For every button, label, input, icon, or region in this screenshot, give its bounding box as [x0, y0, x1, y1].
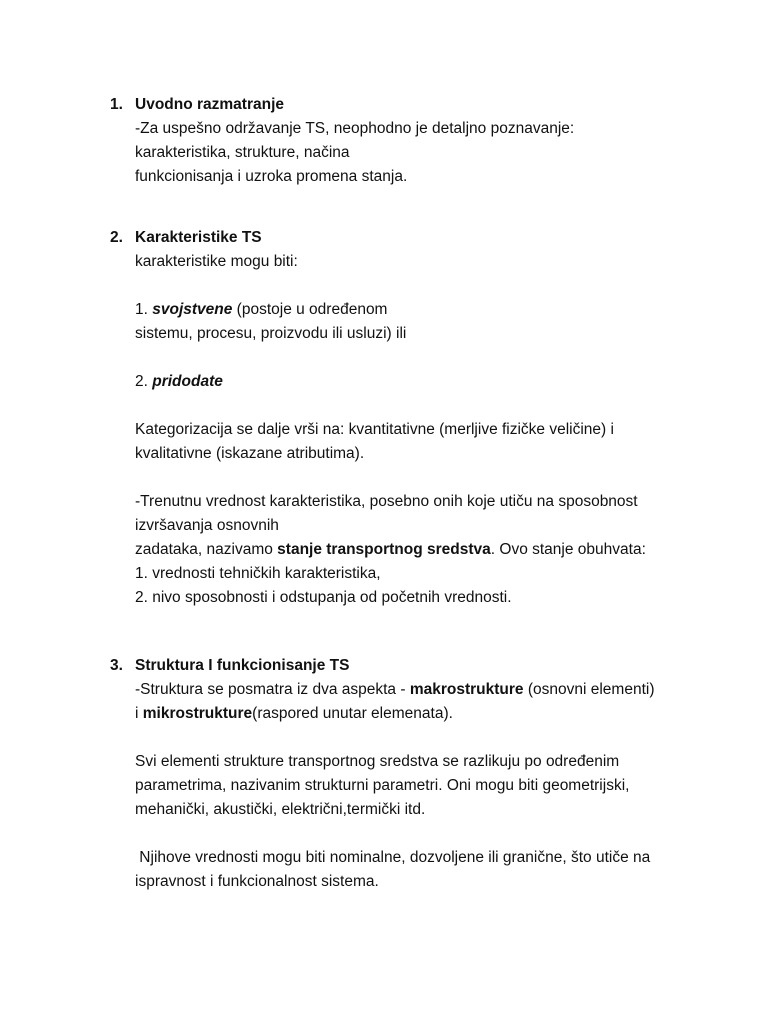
- item-1-term: svojstvene: [152, 301, 233, 318]
- para-2-line-2: parametrima, nazivanim strukturni parametri. Oni mogu biti geometrijski,: [135, 777, 630, 794]
- section-1-heading: [0, 93, 768, 117]
- state-line-3-suffix: . Ovo stanje obuhvata:: [490, 541, 646, 558]
- section-2-item-1-line-2: sistemu, procesu, proizvodu ili usluzi) ili: [135, 325, 407, 342]
- line-2-suffix: (raspored unutar elemenata).: [252, 705, 453, 722]
- section-2-intro: karakteristike mogu biti:: [135, 253, 298, 270]
- section-1-line-1: -Za uspešno održavanje TS, neophodno je detaljno poznavanje:: [135, 120, 575, 137]
- spacer: [0, 466, 768, 490]
- section-2-heading: [0, 226, 768, 250]
- section-1-line-2: karakteristika, strukture, načina: [135, 144, 350, 161]
- spacer: [0, 346, 768, 370]
- section-3: [0, 654, 768, 894]
- section-1-number: 1.: [110, 96, 123, 113]
- spacer: [0, 822, 768, 846]
- section-1-line-3: funkcionisanja i uzroka promena stanja.: [135, 168, 408, 185]
- line-2-prefix: i: [135, 705, 143, 722]
- spacer: [0, 726, 768, 750]
- section-3-number: 3.: [110, 657, 123, 674]
- para-2-line-3: mehanički, akustički, električni,termički itd.: [135, 801, 426, 818]
- section-2: [0, 226, 768, 610]
- spacer: [0, 394, 768, 418]
- state-line-2: izvršavanja osnovnih: [135, 517, 279, 534]
- line-1-prefix: -Struktura se posmatra iz dva aspekta -: [135, 681, 410, 698]
- item-1-rest: (postoje u određenom: [232, 301, 388, 318]
- para-3-line-1: Njihove vrednosti mogu biti nominalne, dozvoljene ili granične, što utiče na: [135, 849, 651, 866]
- spacer: [0, 274, 768, 298]
- categorization-line-1: Kategorizacija se dalje vrši na: kvantitativne (merljive fizičke veličine) i: [135, 421, 614, 438]
- state-line-3: [0, 538, 768, 562]
- section-2-item-1: [0, 298, 768, 322]
- state-item-1: 1. vrednosti tehničkih karakteristika,: [135, 565, 381, 582]
- item-2-prefix: 2.: [135, 373, 153, 390]
- item-1-prefix: 1.: [135, 301, 153, 318]
- micro-term: mikrostrukture: [142, 705, 253, 722]
- item-2-term: pridodate: [152, 373, 223, 390]
- para-2-line-1: Svi elementi strukture transportnog sredstva se razlikuju po određenim: [135, 753, 620, 770]
- line-1-suffix: (osnovni elementi): [523, 681, 655, 698]
- state-line-1: -Trenutnu vrednost karakteristika, posebno onih koje utiču na sposobnost: [135, 493, 638, 510]
- categorization-line-2: kvalitativne (iskazane atributima).: [135, 445, 365, 462]
- section-2-number: 2.: [110, 229, 123, 246]
- state-item-2: 2. nivo sposobnosti i odstupanja od početnih vrednosti.: [135, 589, 512, 606]
- section-2-item-2: [0, 370, 768, 394]
- para-3-line-2: ispravnost i funkcionalnost sistema.: [135, 873, 379, 890]
- section-3-line-1: [0, 678, 768, 702]
- section-3-title: Struktura I funkcionisanje TS: [135, 657, 350, 674]
- section-3-heading: [0, 654, 768, 678]
- state-term: stanje transportnog sredstva: [277, 541, 491, 558]
- section-2-title: Karakteristike TS: [135, 229, 262, 246]
- section-3-line-2: [0, 702, 768, 726]
- macro-term: makrostrukture: [409, 681, 524, 698]
- section-1-title: Uvodno razmatranje: [135, 96, 285, 113]
- state-line-3-prefix: zadataka, nazivamo: [135, 541, 278, 558]
- section-1: [0, 93, 768, 189]
